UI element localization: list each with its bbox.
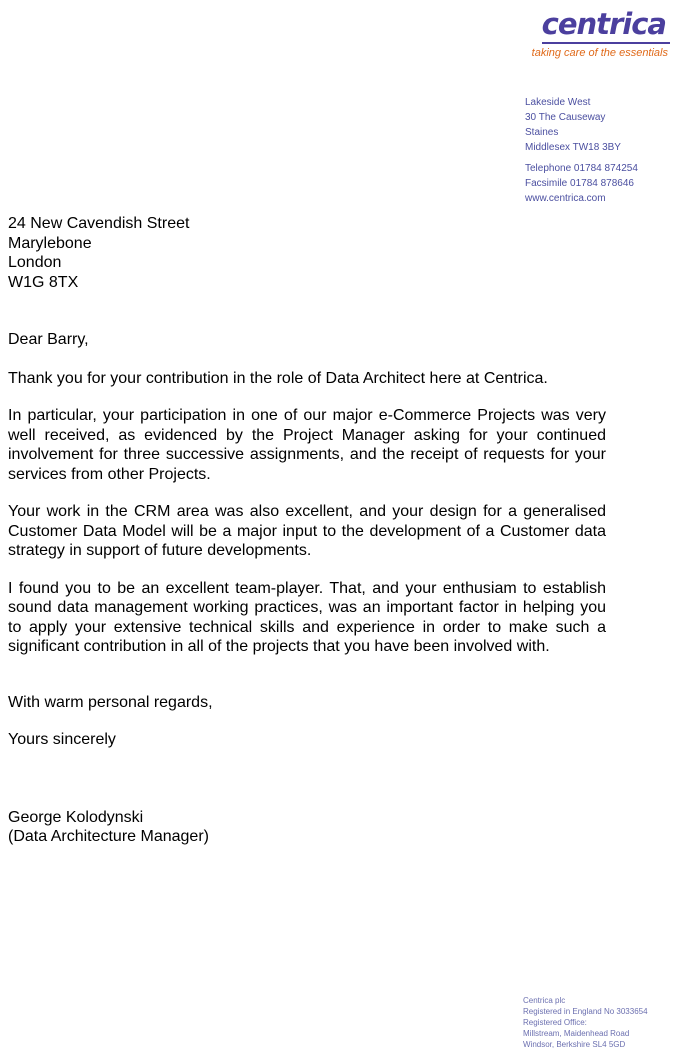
letter-paragraph: In particular, your participation in one of our major e-Commerce Projects was very well received, as evidenced by the Project Manager asking for your continued involvement for three successive assignments, and the receipt of requests for your services from other Projects.: [8, 407, 606, 483]
letter-paragraph: Your work in the CRM area was also excellent, and your design for a generalised Customer Data Model will be a major input to the development of a Customer data strategy in support of future developments.: [8, 503, 606, 559]
salutation: Dear Barry,: [8, 331, 89, 348]
logo-tagline: taking care of the essentials: [531, 47, 668, 59]
footer-line: Windsor, Berkshire SL4 5GD: [523, 1040, 626, 1049]
recipient-address-line: 24 New Cavendish Street: [8, 215, 190, 232]
sender-address-line: Lakeside West: [525, 97, 591, 108]
recipient-address: [8, 214, 189, 292]
sender-address-line: 30 The Causeway: [525, 112, 606, 123]
recipient-address-line: W1G 8TX: [8, 273, 79, 291]
footer-line: Millstream, Maidenhead Road: [523, 1029, 630, 1038]
closing-line: With warm personal regards,: [8, 693, 213, 711]
sender-address-line: Middlesex TW18 3BY: [525, 142, 621, 153]
recipient-address-line: Marylebone: [8, 234, 92, 252]
sender-telephone: Telephone 01784 874254: [525, 163, 638, 174]
recipient-address-line: London: [8, 254, 62, 271]
logo-wordmark: centrica: [542, 8, 670, 44]
letter-paragraph: I found you to be an excellent team-player. That, and your enthusiam to establish sound data management working practices, was an important factor in helping you to apply your extensive technical skills and experience in order to make such a significant contribution in all of the projects that you have been involved with.: [8, 579, 606, 655]
company-registration-footer: [523, 995, 648, 1050]
letter-paragraph: Thank you for your contribution in the role of Data Architect here at Centrica.: [8, 369, 548, 387]
signatory-title: (Data Architecture Manager): [8, 828, 209, 845]
sender-website: www.centrica.com: [525, 193, 606, 204]
company-logo: [450, 8, 670, 59]
letter-body: [8, 330, 606, 847]
signatory-name: George Kolodynski: [8, 808, 144, 826]
footer-line: Registered Office:: [523, 1018, 587, 1027]
sender-facsimile: Facsimile 01784 878646: [525, 178, 634, 189]
footer-line: Centrica plc: [523, 996, 566, 1005]
sign-off: Yours sincerely: [8, 731, 116, 748]
sender-address-line: Staines: [525, 127, 559, 138]
footer-line: Registered in England No 3033654: [523, 1007, 648, 1016]
sender-address: [525, 95, 638, 206]
